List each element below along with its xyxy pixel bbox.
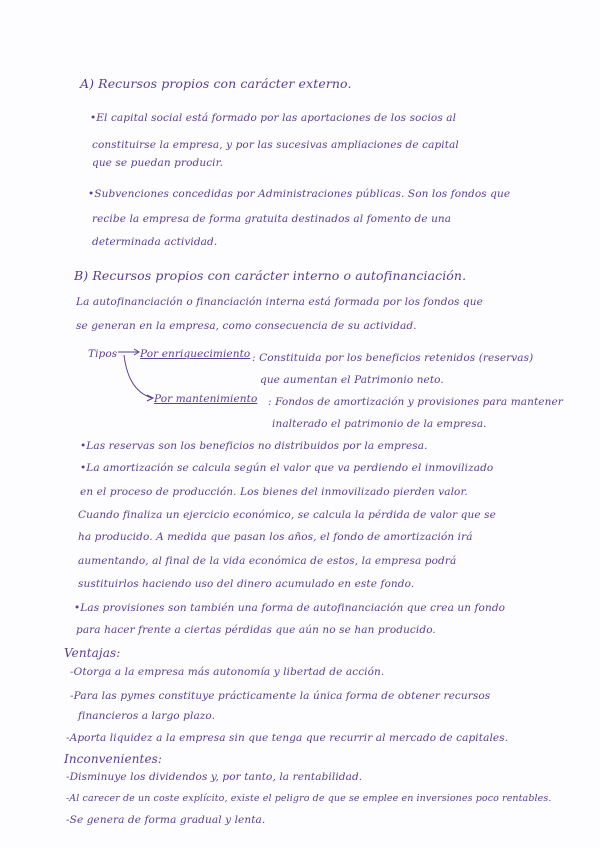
bullet-subvenciones-l1: •Subvenciones concedidas por Administraciones públicas. Son los fondos que — [88, 188, 511, 200]
amortizacion-l4: ha producido. A medida que pasan los años, el fondo de amortización irá — [78, 531, 473, 543]
bullet-capital-social-l1: •El capital social está formado por las aportaciones de los socios al — [90, 112, 457, 124]
tipo-enriquecimiento-name: Por enriquecimiento — [140, 348, 251, 360]
autofinanciacion-intro-l1: La autofinanciación o financiación interna está formada por los fondos que — [76, 296, 483, 308]
inconveniente-3: -Se genera de forma gradual y lenta. — [66, 814, 266, 826]
amortizacion-l2: en el proceso de producción. Los bienes del inmovilizado pierden valor. — [80, 486, 468, 498]
ventaja-1: -Otorga a la empresa más autonomía y libertad de acción. — [70, 666, 385, 678]
reservas-note: •Las reservas son los beneficios no distribuidos por la empresa. — [80, 440, 428, 452]
amortizacion-l1: •La amortización se calcula según el valor que va perdiendo el inmovilizado — [80, 462, 494, 474]
tipo-enriquecimiento-desc-l1: : Constituida por los beneficios retenidos (reservas) — [252, 352, 534, 364]
tipo-enriquecimiento-desc-l2: que aumentan el Patrimonio neto. — [260, 374, 444, 386]
tipo-mantenimiento-desc-l1: : Fondos de amortización y provisiones para mantener — [268, 396, 563, 408]
inconveniente-2: -Al carecer de un coste explícito, existe el peligro de que se emplee en inversiones poco rentables. — [66, 793, 552, 804]
ventaja-2-l2: financieros a largo plazo. — [78, 710, 216, 722]
ventaja-2-l1: -Para las pymes constituye prácticamente la única forma de obtener recursos — [70, 690, 491, 702]
bullet-capital-social-l3: que se puedan producir. — [92, 157, 224, 169]
amortizacion-l5: aumentando, al final de la vida económica de estos, la empresa podrá — [78, 555, 457, 567]
ventajas-heading: Ventajas: — [64, 646, 121, 660]
tipo-mantenimiento-name: Por mantenimiento — [154, 393, 258, 405]
tipo-mantenimiento-desc-l2: inalterado el patrimonio de la empresa. — [272, 418, 487, 430]
section-a-heading: A) Recursos propios con carácter externo. — [80, 76, 352, 91]
bullet-subvenciones-l3: determinada actividad. — [92, 236, 218, 248]
autofinanciacion-intro-l2: se generan en la empresa, como consecuencia de su actividad. — [76, 320, 417, 332]
bullet-subvenciones-l2: recibe la empresa de forma gratuita destinados al fomento de una — [92, 213, 452, 225]
inconveniente-1: -Disminuye los dividendos y, por tanto, la rentabilidad. — [66, 771, 363, 783]
section-b-heading: B) Recursos propios con carácter interno o autofinanciación. — [74, 268, 467, 283]
amortizacion-l6: sustituirlos haciendo uso del dinero acumulado en este fondo. — [78, 578, 415, 590]
provisiones-l1: •Las provisiones son también una forma de autofinanciación que crea un fondo — [74, 602, 506, 614]
bullet-capital-social-l2: constituirse la empresa, y por las sucesivas ampliaciones de capital — [92, 139, 459, 151]
inconvenientes-heading: Inconvenientes: — [64, 752, 163, 766]
amortizacion-l3: Cuando finaliza un ejercicio económico, se calcula la pérdida de valor que se — [78, 509, 496, 521]
provisiones-l2: para hacer frente a ciertas pérdidas que aún no se han producido. — [76, 624, 436, 636]
ventaja-3: -Aporta liquidez a la empresa sin que tenga que recurrir al mercado de capitales. — [66, 732, 509, 744]
tipos-label: Tipos — [88, 348, 118, 360]
